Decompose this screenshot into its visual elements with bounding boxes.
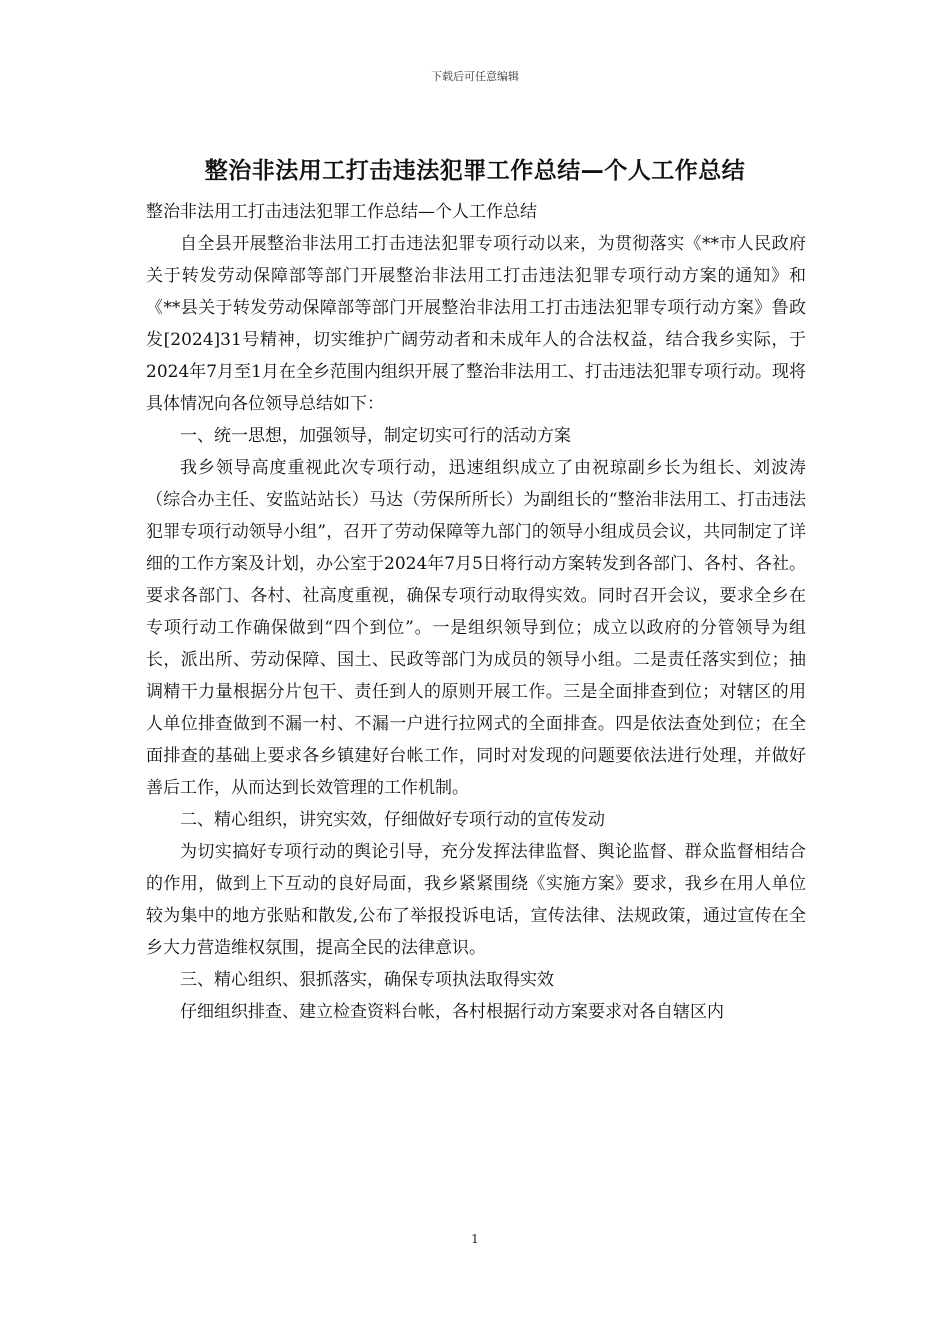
paragraph-section-1: 我乡领导高度重视此次专项行动，迅速组织成立了由祝琼副乡长为组长、刘波涛（综合办主任、安监站站长）马达（劳保所所长）为副组长的“整治非法用工、打击违法犯罪专项行动领导小组”，召开了劳动保障等九部门的领导小组成员会议，共同制定了详细的工作方案及计划，办公室于2024年7月5日将行动方案转发到各部门、各村、各社。要求各部门、各村、社高度重视，确保专项行动取得实效。同时召开会议，要求全乡在专项行动工作确保做到“四个到位”。一是组织领导到位；成立以政府的分管领导为组长，派出所、劳动保障、国土、民政等部门为成员的领导小组。二是责任落实到位；抽调精干力量根据分片包干、责任到人的原则开展工作。三是全面排查到位；对辖区的用人单位排查做到不漏一村、不漏一户进行拉网式的全面排查。四是依法查处到位；在全面排查的基础上要求各乡镇建好台帐工作，同时对发现的问题要依法进行处理，并做好善后工作，从而达到长效管理的工作机制。 [146, 458, 806, 798]
paragraph-section-3: 仔细组织排查、建立检查资料台帐，各村根据行动方案要求对各自辖区内 [180, 1002, 724, 1022]
document-body [146, 196, 806, 1028]
header-note: 下载后可任意编辑 [431, 70, 519, 83]
section-heading-1: 一、统一思想，加强领导，制定切实可行的活动方案 [180, 426, 571, 446]
paragraph-section-2: 为切实搞好专项行动的舆论引导，充分发挥法律监督、舆论监督、群众监督相结合的作用，做到上下互动的良好局面，我乡紧紧围绕《实施方案》要求，我乡在用人单位较为集中的地方张贴和散发,公布了举报投诉电话，宣传法律、法规政策，通过宣传在全乡大力营造维权氛围，提高全民的法律意识。 [146, 842, 806, 958]
page-number: 1 [471, 1232, 479, 1246]
paragraph-intro: 自全县开展整治非法用工打击违法犯罪专项行动以来，为贯彻落实《**市人民政府关于转发劳动保障部等部门开展整治非法用工打击违法犯罪专项行动方案的通知》和《**县关于转发劳动保障部等部门开展整治非法用工打击违法犯罪专项行动方案》鲁政发[2024]31号精神，切实维护广阔劳动者和未成年人的合法权益，结合我乡实际，于2024年7月至1月在全乡范围内组织开展了整治非法用工、打击违法犯罪专项行动。现将具体情况向各位领导总结如下： [146, 234, 806, 414]
document-subtitle: 整治非法用工打击违法犯罪工作总结—个人工作总结 [146, 202, 537, 222]
section-heading-3: 三、精心组织、狠抓落实，确保专项执法取得实效 [180, 970, 554, 990]
section-heading-2: 二、精心组织，讲究实效，仔细做好专项行动的宣传发动 [180, 810, 605, 830]
document-title: 整治非法用工打击违法犯罪工作总结—个人工作总结 [204, 158, 746, 184]
